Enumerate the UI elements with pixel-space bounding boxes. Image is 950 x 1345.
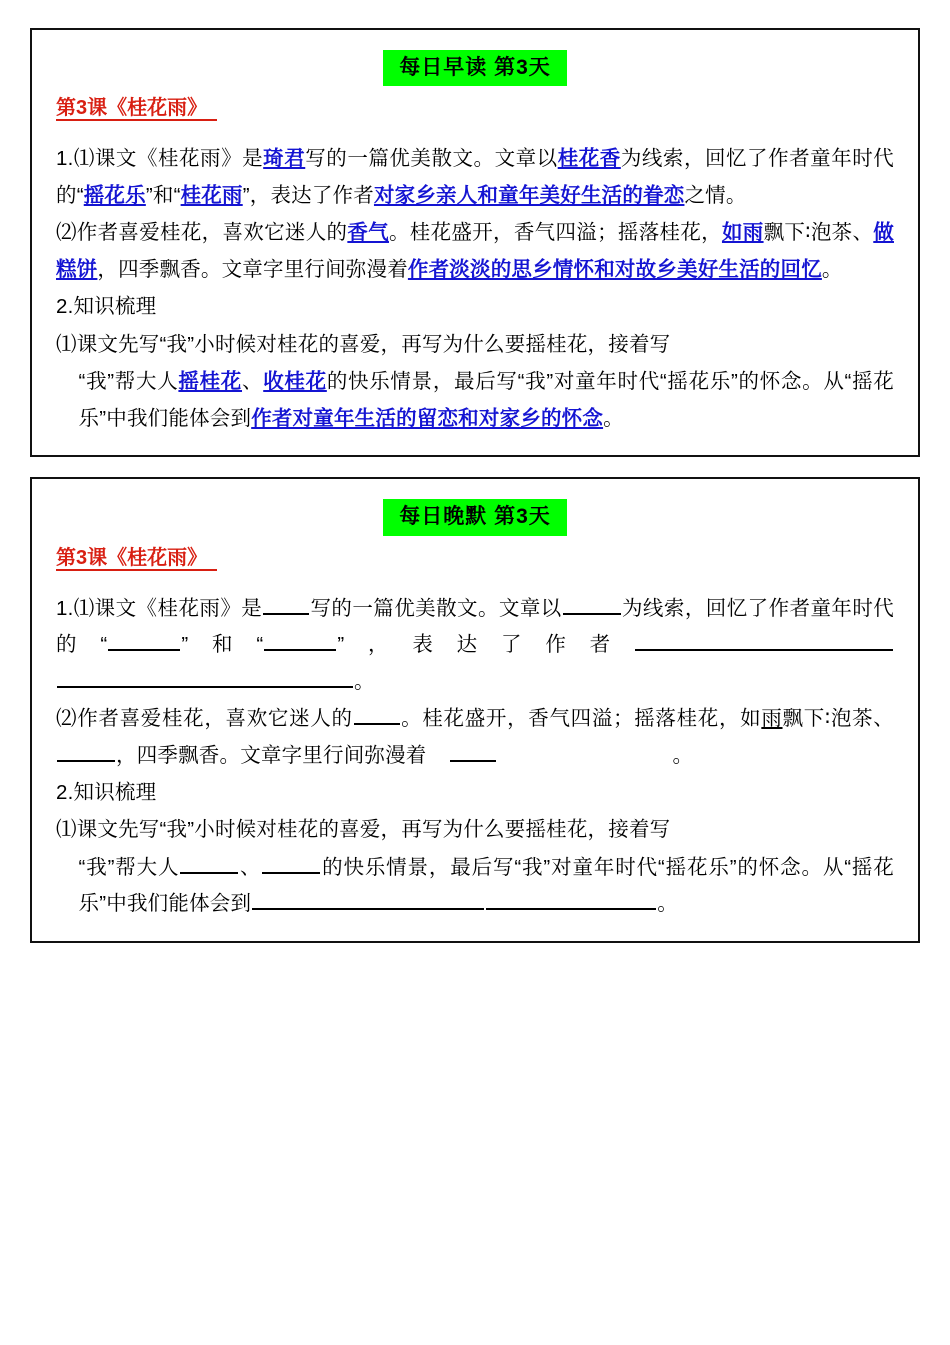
eq1-blank-emotion-2[interactable] [57, 666, 353, 687]
es2-text-d: 。 [657, 892, 678, 916]
q2-text-b: 。桂花盛开，香气四溢；摇落桂花， [388, 221, 722, 245]
q2-answer-likerain: 如雨 [721, 221, 764, 245]
evening-heading-wrap [56, 546, 894, 581]
morning-q1-paragraph [56, 141, 894, 214]
eq1-blank-author[interactable] [263, 593, 309, 614]
eq1-text-g: 。 [354, 669, 375, 693]
es2-text-a: “我”帮大人 [78, 855, 180, 879]
eq1-blank-clue[interactable] [563, 593, 621, 614]
eq1-text-a: 1.⑴课文《桂花雨》是 [56, 596, 263, 620]
q1-text-g: 之情。 [684, 183, 747, 207]
es2-text-c: 的快乐情景，最后写“我”对童年时代“摇花乐”的怀念。从“摇花乐”中我们能体会到 [78, 855, 894, 916]
q2-answer-nostalgia: 作者淡淡的思乡情怀和对故乡美好生活的回忆 [407, 257, 822, 281]
eq2-blank-fragrance[interactable] [354, 704, 400, 725]
evening-banner-title: 每日晚默 第3天 [383, 499, 567, 535]
evening-lesson-heading: 第3课《桂花雨》 [56, 548, 217, 571]
eq1-text-e: ”和“ [181, 633, 264, 657]
s2-text-c: 的快乐情景，最后写“我”对童年时代“摇花乐”的怀念。从“摇花乐”中我们能体会到 [78, 370, 894, 430]
q1-answer-author: 琦君 [263, 147, 306, 171]
es2-blank-collect[interactable] [262, 852, 320, 873]
eq2-text-d: ，四季飘香。文章字里行间弥漫着 [116, 743, 427, 767]
eq1-text-d: 回忆了作者童年时代的“ [56, 596, 894, 657]
q2-text-c: 飘下∶泡茶、 [763, 221, 874, 245]
eq1-text-f: ”，表达了作者 [337, 633, 634, 657]
morning-section2-paragraph [56, 364, 894, 437]
eq2-underlined-rain: 雨 [761, 707, 783, 731]
eq2-blank-makecake[interactable] [57, 740, 115, 761]
morning-banner-title: 每日早读 第3天 [383, 50, 567, 86]
s2-answer-shake: 摇桂花 [178, 370, 243, 394]
s2-text-d: 。 [603, 406, 624, 430]
morning-q2-paragraph [56, 215, 894, 288]
q1-text-e: ”和“ [145, 183, 181, 207]
evening-section2-paragraph [56, 850, 894, 923]
es2-blank-shake[interactable] [180, 852, 238, 873]
evening-q1-paragraph [56, 591, 894, 700]
q1-text-f: ”，表达了作者 [242, 183, 374, 207]
eq1-blank-emotion-1[interactable] [635, 630, 893, 651]
q1-answer-clue: 桂花香 [557, 147, 621, 171]
q1-text-d: 回忆了作者童年时代的“ [56, 147, 894, 207]
box-separator [30, 457, 920, 477]
s2-text-b: 、 [242, 370, 264, 394]
q1-answer-osmanthusrain: 桂花雨 [180, 183, 243, 207]
q1-text-c: 为线索， [620, 147, 705, 171]
eq1-text-c: 为线索， [621, 596, 706, 620]
evening-q2-paragraph [56, 701, 894, 774]
q2-text-e: 。 [821, 257, 843, 281]
evening-banner-row [56, 499, 894, 535]
q2-answer-fragrance: 香气 [347, 221, 389, 245]
evening-section2-title: 2.知识梳理 [56, 780, 157, 804]
eq1-text-b: 写的一篇优美散文。文章以 [310, 596, 562, 620]
s2-answer-feeling: 作者对童年生活的留恋和对家乡的怀念 [251, 406, 604, 430]
q1-answer-shakeflower: 摇花乐 [83, 183, 146, 207]
eq2-blank-nostalgia[interactable] [450, 740, 496, 761]
evening-section2-line1: ⑴课文先写“我”小时候对桂花的喜爱，再写为什么要摇桂花，接着写 [56, 818, 671, 842]
morning-lesson-heading: 第3课《桂花雨》 [56, 98, 217, 121]
q2-text-a: ⑵作者喜爱桂花，喜欢它迷人的 [56, 221, 348, 245]
eq1-blank-osmanthusrain[interactable] [264, 630, 336, 651]
q2-answer-makecake: 做糕饼 [56, 221, 894, 281]
morning-section2-line1: ⑴课文先写“我”小时候对桂花的喜爱，再写为什么要摇桂花，接着写 [56, 332, 671, 356]
es2-blank-feeling-2[interactable] [486, 889, 656, 910]
s2-answer-collect: 收桂花 [263, 370, 327, 394]
q2-text-d: ，四季飘香。文章字里行间弥漫着 [97, 257, 408, 281]
eq2-text-a: ⑵作者喜爱桂花，喜欢它迷人的 [56, 707, 353, 731]
morning-heading-wrap [56, 96, 894, 131]
eq2-text-b: 。桂花盛开，香气四溢；摇落桂花，如 [400, 707, 762, 731]
eq2-text-c: 飘下∶泡茶、 [782, 707, 895, 731]
morning-section2-title: 2.知识梳理 [56, 295, 157, 319]
es2-blank-feeling-1[interactable] [252, 889, 484, 910]
morning-banner-row [56, 50, 894, 86]
eq2-text-e: 。 [672, 743, 694, 767]
q1-text-b: 写的一篇优美散文。文章以 [305, 147, 558, 171]
s2-text-a: “我”帮大人 [78, 370, 179, 394]
morning-reading-box [30, 28, 920, 457]
q1-answer-emotion: 对家乡亲人和童年美好生活的眷恋 [373, 183, 685, 207]
evening-dictation-box [30, 477, 920, 943]
q1-text-a: 1.⑴课文《桂花雨》是 [56, 147, 264, 171]
eq1-blank-shakeflower[interactable] [108, 630, 180, 651]
es2-text-b: 、 [239, 855, 262, 879]
